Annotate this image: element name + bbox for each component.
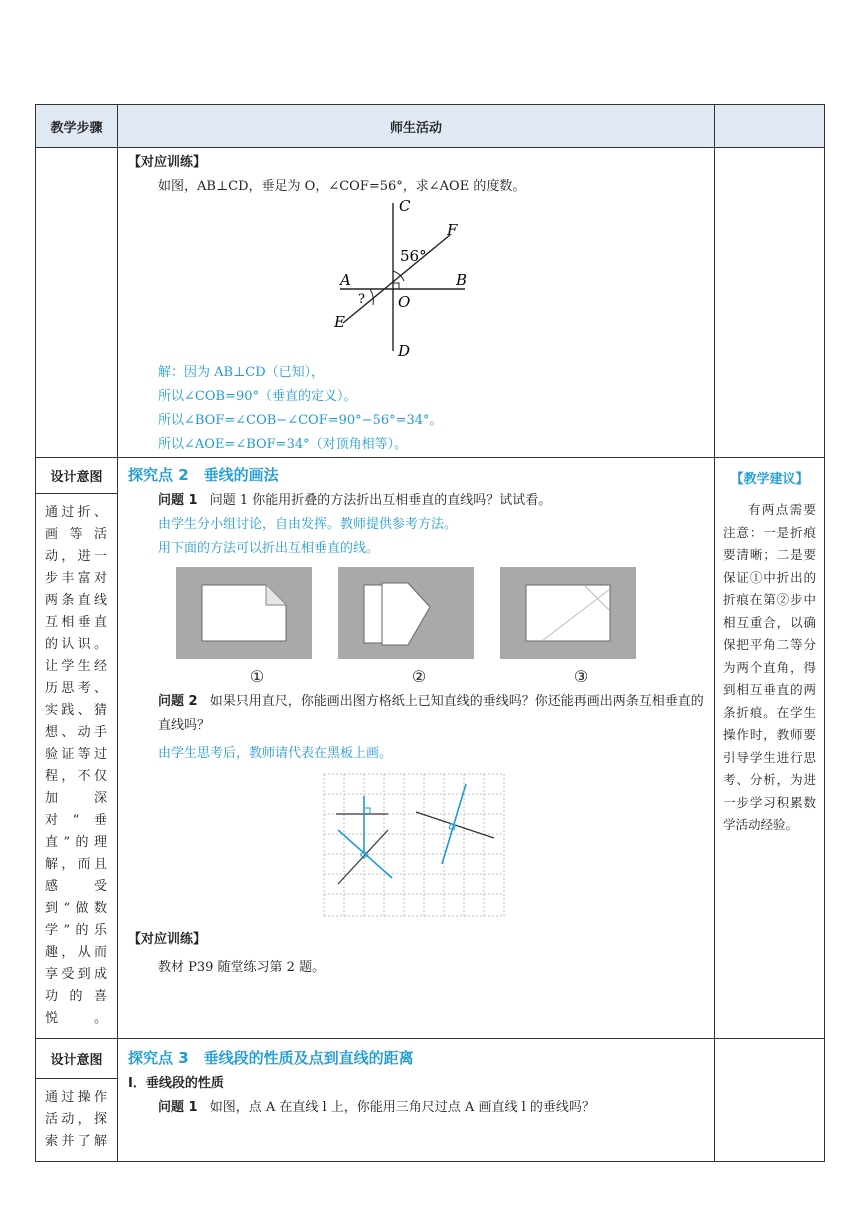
perpendicular-figure	[334, 197, 500, 360]
design-intent-title-3: 设计意图	[36, 1039, 117, 1079]
fold-image-1	[176, 567, 312, 659]
fold-labels	[176, 667, 714, 686]
label-E: E	[334, 313, 345, 331]
question-text: 如图，AB⊥CD，垂足为 O，∠COF=56°，求∠AOE 的度数。	[158, 179, 526, 194]
label-D: D	[398, 342, 411, 360]
label-O: O	[398, 293, 411, 311]
table-header	[36, 105, 825, 148]
design-intent-text: 通过折、画等活动，进一步丰富对两条直线互相垂直的认识。让学生经历思考、实践、猜想、动手验证等过程，不仅加深对“垂直”的理解，而且感受到“做数学”的乐趣，从而享受到成功的喜悦。	[45, 505, 108, 1026]
label-C: C	[399, 197, 411, 215]
row-training-1	[36, 148, 825, 458]
tip-text: 有两点需要注意：一是折痕要清晰；二是要保证①中折出的折痕在第②步中相互重合，以确保把平角二等分为两个直角，得到相互垂直的两条折痕。在学生操作时，教师要引导学生进行思考、分析，为进一步学习积累数学活动经验。	[723, 502, 816, 832]
header-activity: 师生活动	[118, 105, 715, 148]
solution-1: 解：因为 AB⊥CD（已知），	[158, 365, 325, 380]
training-title-2: 【对应训练】	[128, 932, 207, 947]
grid-figure	[322, 772, 508, 922]
fold-label-2: ②	[411, 667, 427, 686]
label-B: B	[456, 271, 468, 289]
design-intent-title: 设计意图	[36, 458, 117, 494]
design-intent-cell	[36, 458, 118, 1039]
q1-label: 问题 1	[158, 493, 198, 508]
tip-title: 【教学建议】	[730, 472, 809, 487]
explore-cell	[118, 458, 715, 1039]
row-explore-3	[36, 1039, 825, 1162]
header-blank	[715, 105, 825, 148]
r3-q1-label: 问题 1	[158, 1100, 198, 1115]
q2-text: 如果只用直尺，你能画出图方格纸上已知直线的垂线吗？你还能再画出两条互相垂直的直线吗？	[158, 694, 704, 733]
q2-blue: 由学生思考后，教师请代表在黑板上画。	[158, 746, 393, 761]
solution-3: 所以∠BOF=∠COB−∠COF=90°−56°=34°。	[158, 413, 443, 428]
design-intent-text-3: 通过操作活动，探索并了解	[45, 1090, 108, 1149]
sub-title-3: Ⅰ．垂线段的性质	[128, 1076, 224, 1091]
design-intent-cell-3	[36, 1039, 118, 1162]
header-steps: 教学步骤	[36, 105, 118, 148]
fold-label-1: ①	[249, 667, 265, 686]
solution-4: 所以∠AOE=∠BOF=34°（对顶角相等）。	[158, 437, 408, 452]
lesson-table	[35, 104, 825, 1162]
tip-cell	[715, 458, 825, 1039]
q2-label: 问题 2	[158, 694, 198, 709]
fold-image-3	[500, 567, 636, 659]
fold-image-2	[338, 567, 474, 659]
angle-q: ?	[358, 292, 365, 307]
q1-blue-1: 由学生分小组讨论，自由发挥。教师提供参考方法。	[158, 517, 458, 532]
q1-blue-2: 用下面的方法可以折出互相垂直的线。	[158, 541, 380, 556]
fold-label-3: ③	[573, 667, 589, 686]
training-title: 【对应训练】	[128, 155, 207, 170]
row-explore-2	[36, 458, 825, 1039]
q1-text: 问题 1 你能用折叠的方法折出互相垂直的直线吗？试试看。	[209, 493, 552, 508]
section-title-2: 探究点 2 垂线的画法	[128, 466, 279, 484]
training-cell	[118, 148, 715, 458]
training-text-2: 教材 P39 随堂练习第 2 题。	[158, 960, 326, 975]
fold-images	[176, 567, 714, 659]
angle-56: 56°	[400, 247, 427, 265]
solution-2: 所以∠COB=90°（垂直的定义）。	[158, 389, 357, 404]
section-title-3: 探究点 3 垂线段的性质及点到直线的距离	[128, 1049, 414, 1067]
label-A: A	[340, 271, 351, 289]
label-F: F	[447, 221, 458, 239]
r3-q1-text: 如图，点 A 在直线 l 上，你能用三角尺过点 A 画直线 l 的垂线吗？	[209, 1100, 595, 1115]
